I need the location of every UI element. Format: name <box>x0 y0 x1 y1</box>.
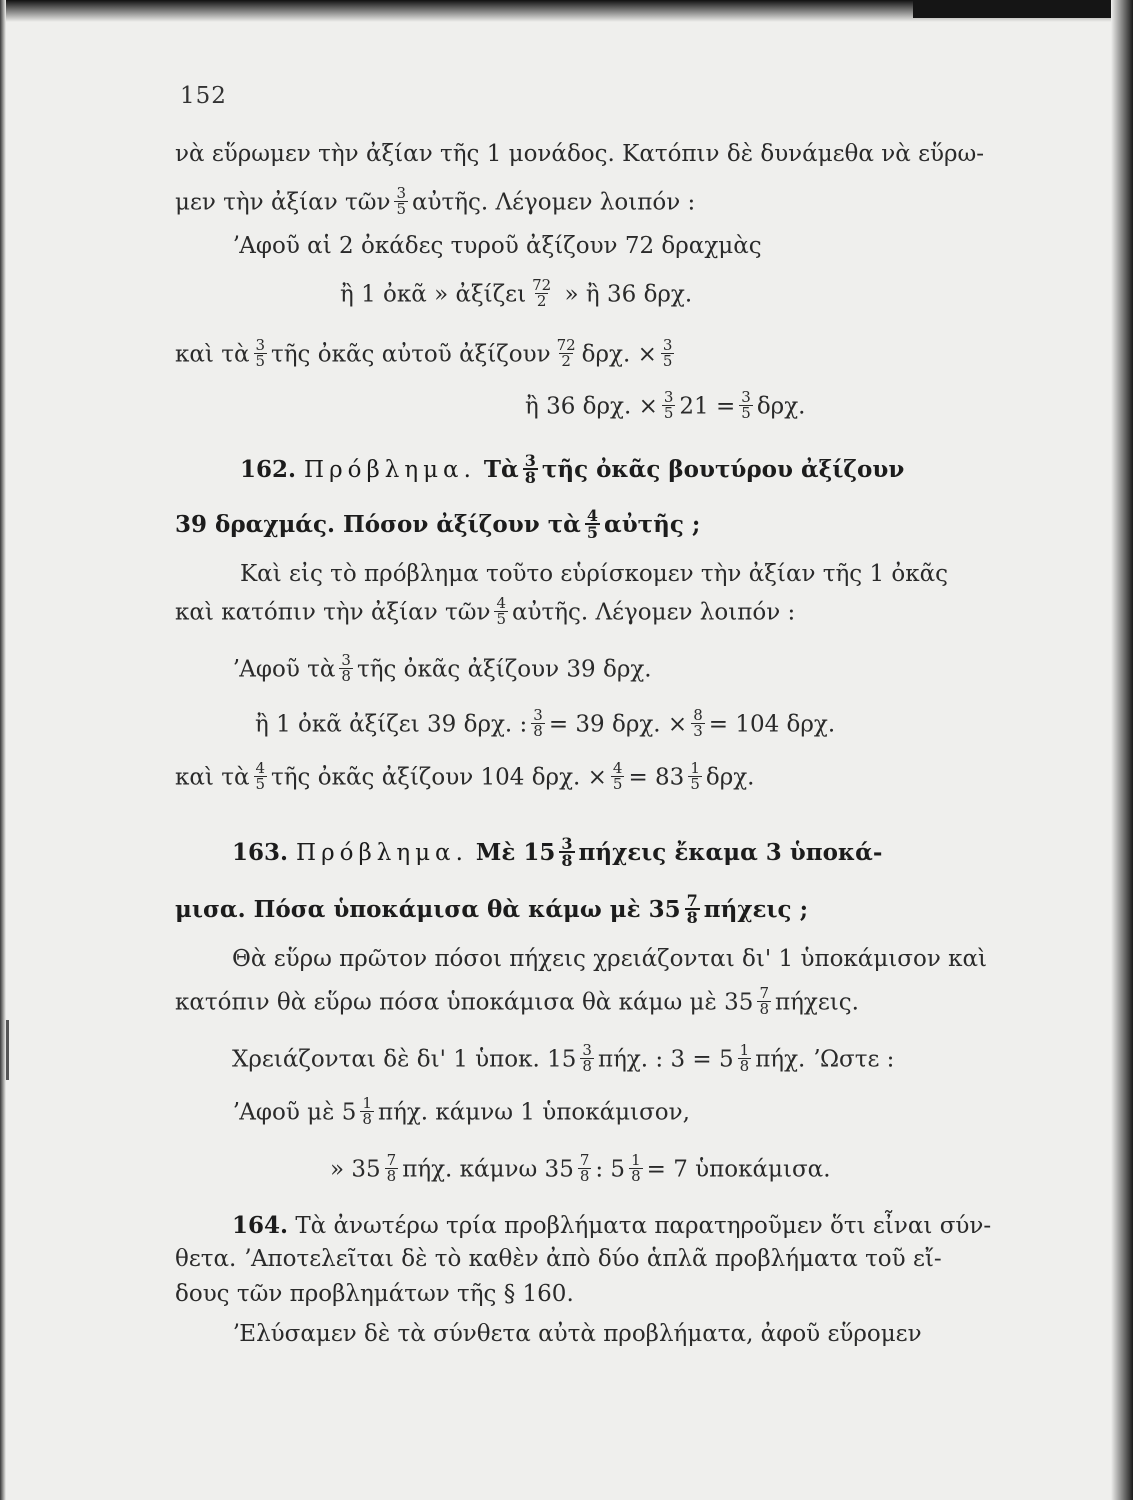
fraction-denominator: 8 <box>341 667 351 685</box>
text-segment: » 35 <box>330 1156 381 1183</box>
problem-heading-word: Πρόβλημα. <box>296 840 468 866</box>
text-segment: = 83 <box>628 764 685 791</box>
text-line <box>330 1151 831 1186</box>
text-line <box>175 506 701 542</box>
fraction-numerator: 1 <box>690 759 700 777</box>
text-line <box>232 945 987 973</box>
fraction-numerator: 3 <box>341 651 351 669</box>
text-segment: τῆς ὀκᾶς ἀξίζουν 104 δρχ. × <box>271 764 607 791</box>
text-line <box>175 184 696 219</box>
fraction-numerator: 3 <box>582 1041 592 1059</box>
fraction <box>585 508 600 540</box>
text-line <box>175 891 809 927</box>
fraction-numerator: 4 <box>496 594 506 612</box>
text-segment: 21 = <box>679 393 736 420</box>
text-segment: θετα. ʼΑποτελεῖται δὲ τὸ καθὲν ἀπὸ δύο ἁπλᾶ προβλήματα τοῦ εἴ- <box>175 1246 942 1272</box>
scan-shadow-corner <box>913 0 1133 18</box>
fraction <box>739 390 753 421</box>
text-segment: καὶ τὰ <box>175 764 250 791</box>
text-segment: ʼΑφοῦ αἱ 2 ὀκάδες τυροῦ ἀξίζουν 72 δραχμὰς <box>232 233 762 259</box>
fraction-numerator: 1 <box>631 1151 641 1169</box>
text-line <box>232 651 652 686</box>
text-segment: ἢ 36 δρχ. × <box>525 393 658 420</box>
fraction-numerator: 3 <box>396 184 407 202</box>
fraction <box>757 986 771 1017</box>
text-segment: ʼΑφοῦ τὰ <box>232 656 336 683</box>
fraction <box>738 1043 752 1074</box>
fraction-numerator: 72 <box>532 276 552 294</box>
fraction-numerator: 4 <box>612 759 623 777</box>
text-segment: καὶ τὰ <box>175 341 250 368</box>
text-segment: πήχεις ; <box>703 896 809 923</box>
fraction-numerator: 7 <box>579 1151 590 1169</box>
fraction <box>360 1096 374 1127</box>
text-line <box>175 759 755 794</box>
fraction <box>394 186 408 217</box>
fraction-denominator: 8 <box>524 468 536 487</box>
text-line <box>255 706 836 741</box>
fraction-denominator: 5 <box>255 352 266 370</box>
fraction <box>523 453 538 485</box>
fraction-numerator: 3 <box>255 336 266 354</box>
text-line <box>232 1212 991 1240</box>
text-segment: πήχ. ʼΩστε : <box>755 1046 895 1073</box>
fraction-denominator: 8 <box>561 851 573 870</box>
text-segment: πήχεις. <box>774 989 859 1016</box>
text-segment: αὐτῆς. Λέγομεν λοιπόν : <box>512 599 796 626</box>
text-line <box>175 140 984 168</box>
fraction <box>691 708 705 739</box>
text-segment: 162. <box>240 456 305 483</box>
fraction-denominator: 5 <box>663 404 674 422</box>
fraction-numerator: 1 <box>362 1094 372 1112</box>
fraction <box>580 1043 594 1074</box>
text-segment: = 7 ὑποκάμισα. <box>646 1156 831 1183</box>
fraction <box>578 1153 592 1184</box>
fraction-denominator: 5 <box>586 523 599 542</box>
text-line <box>175 594 796 629</box>
text-segment: ʼΑφοῦ μὲ 5 <box>232 1099 357 1126</box>
text-line <box>240 451 905 487</box>
fraction <box>254 338 268 369</box>
text-segment: πήχεις ἔκαμα 3 ὑποκά- <box>578 839 883 866</box>
text-line <box>175 1245 942 1273</box>
text-segment: πήχ. κάμνω 1 ὑποκάμισον, <box>377 1099 690 1126</box>
fraction-denominator: 2 <box>561 352 571 370</box>
fraction-denominator: 8 <box>579 1167 590 1185</box>
fraction-denominator: 5 <box>496 610 506 628</box>
fraction-numerator: 3 <box>533 706 543 724</box>
fraction-numerator: 4 <box>586 506 599 525</box>
text-segment: ἢ 1 ὀκᾶ » ἀξίζει <box>340 281 527 308</box>
fraction-numerator: 3 <box>662 336 673 354</box>
text-segment: ʼΕλύσαμεν δὲ τὰ σύνθετα αὐτὰ προβλήματα, ἀφοῦ εὕρομεν <box>232 1321 922 1347</box>
fraction-numerator: 7 <box>686 891 698 910</box>
text-segment: πήχ. κάμνω 35 <box>402 1156 574 1183</box>
fraction-denominator: 8 <box>362 1110 372 1128</box>
fraction-numerator: 3 <box>524 451 536 470</box>
fraction <box>494 596 508 627</box>
fraction-numerator: 7 <box>759 984 769 1002</box>
fraction-denominator: 8 <box>533 722 543 740</box>
fraction-denominator: 8 <box>582 1057 592 1075</box>
text-segment: αὐτῆς. Λέγομεν λοιπόν : <box>412 189 696 216</box>
text-line <box>232 1094 690 1129</box>
fraction-numerator: 3 <box>561 834 573 853</box>
fraction-denominator: 8 <box>686 908 698 927</box>
text-segment: νὰ εὕρωμεν τὴν ἀξίαν τῆς 1 μονάδος. Κατόπιν δὲ δυνάμεθα νὰ εὕρω- <box>175 141 985 167</box>
fraction-denominator: 2 <box>536 292 547 310</box>
text-line <box>232 1320 922 1348</box>
text-segment: τῆς ὀκᾶς αὐτοῦ ἀξίζουν <box>271 341 551 368</box>
scan-shadow-left <box>0 0 6 1500</box>
text-line <box>232 232 762 260</box>
fraction <box>662 390 676 421</box>
text-segment: 164. <box>232 1212 289 1239</box>
text-segment: δρχ. <box>705 764 755 791</box>
text-segment: δους τῶν προβλημάτων τῆς § 160. <box>175 1281 574 1307</box>
margin-mark <box>6 1020 9 1080</box>
text-segment: Τὰ <box>475 456 519 483</box>
fraction-denominator: 8 <box>386 1167 397 1185</box>
fraction-numerator: 4 <box>255 759 266 777</box>
text-segment: μεν τὴν ἀξίαν τῶν <box>175 189 391 216</box>
text-segment: κατόπιν θὰ εὕρω πόσα ὑποκάμισα θὰ κάμω μὲ 35 <box>175 989 754 1016</box>
text-segment: τῆς ὀκᾶς ἀξίζουν 39 δρχ. <box>356 656 652 683</box>
text-segment: 163. <box>232 839 297 866</box>
fraction <box>629 1153 643 1184</box>
text-segment: δρχ. <box>756 393 806 420</box>
fraction <box>685 893 700 925</box>
fraction-denominator: 5 <box>741 404 751 422</box>
text-line <box>340 276 693 311</box>
fraction-denominator: 3 <box>693 722 703 740</box>
fraction <box>339 653 353 684</box>
fraction-denominator: 8 <box>631 1167 641 1185</box>
fraction-numerator: 3 <box>663 388 674 406</box>
text-segment: τῆς ὀκᾶς βουτύρου ἀξίζουν <box>541 456 905 483</box>
text-segment: Τὰ ἀνωτέρω τρία προβλήματα παρατηροῦμεν ὅτι εἶναι σύν- <box>288 1213 992 1239</box>
fraction <box>611 761 625 792</box>
fraction-numerator: 7 <box>386 1151 397 1169</box>
text-segment: Χρειάζονται δὲ δι' 1 ὑποκ. 15 <box>232 1046 577 1073</box>
fraction-denominator: 5 <box>612 775 623 793</box>
text-line <box>232 1041 895 1076</box>
fraction <box>555 338 578 369</box>
fraction <box>385 1153 399 1184</box>
text-segment: ἢ 1 ὀκᾶ ἀξίζει 39 δρχ. : <box>255 711 528 738</box>
fraction <box>661 338 675 369</box>
fraction-denominator: 8 <box>759 1000 769 1018</box>
text-line <box>175 336 678 371</box>
text-segment: » ἢ 36 δρχ. <box>557 281 693 308</box>
scan-shadow-right <box>1111 0 1133 1500</box>
text-segment: καὶ κατόπιν τὴν ἀξίαν τῶν <box>175 599 491 626</box>
fraction-denominator: 5 <box>690 775 700 793</box>
page-number: 152 <box>180 83 227 109</box>
text-line <box>240 560 948 588</box>
text-line <box>232 834 883 870</box>
text-segment: = 104 δρχ. <box>708 711 836 738</box>
text-segment: δρχ. × <box>581 341 657 368</box>
fraction-denominator: 5 <box>396 200 407 218</box>
fraction-numerator: 8 <box>693 706 703 724</box>
fraction <box>254 761 268 792</box>
fraction-denominator: 5 <box>255 775 266 793</box>
fraction-denominator: 5 <box>662 352 673 370</box>
text-segment: = 39 δρχ. × <box>548 711 688 738</box>
text-segment: Καὶ εἰς τὸ πρόβλημα τοῦτο εὑρίσκομεν τὴν ἀξίαν τῆς 1 ὀκᾶς <box>240 561 949 587</box>
fraction-numerator: 3 <box>741 388 751 406</box>
text-segment: αὐτῆς ; <box>604 511 701 538</box>
text-segment: Μὲ 15 <box>467 839 556 866</box>
text-line <box>525 388 806 423</box>
fraction <box>559 836 574 868</box>
text-line <box>175 984 859 1019</box>
text-segment: μισα. Πόσα ὑποκάμισα θὰ κάμω μὲ 35 <box>175 896 681 923</box>
text-segment: 39 δραχμάς. Πόσον ἀξίζουν τὰ <box>175 511 581 538</box>
text-segment: Θὰ εὕρω πρῶτον πόσοι πήχεις χρειάζονται δι' 1 ὑποκάμισον καὶ <box>232 946 988 972</box>
problem-heading-word: Πρόβλημα. <box>304 457 476 483</box>
fraction <box>530 278 553 309</box>
fraction <box>531 708 545 739</box>
text-line <box>175 1280 574 1308</box>
fraction-numerator: 72 <box>556 336 576 354</box>
text-segment: πήχ. : 3 = 5 <box>597 1046 734 1073</box>
fraction <box>688 761 702 792</box>
fraction-denominator: 8 <box>739 1057 750 1075</box>
fraction-numerator: 1 <box>739 1041 750 1059</box>
text-segment: : 5 <box>595 1156 626 1183</box>
